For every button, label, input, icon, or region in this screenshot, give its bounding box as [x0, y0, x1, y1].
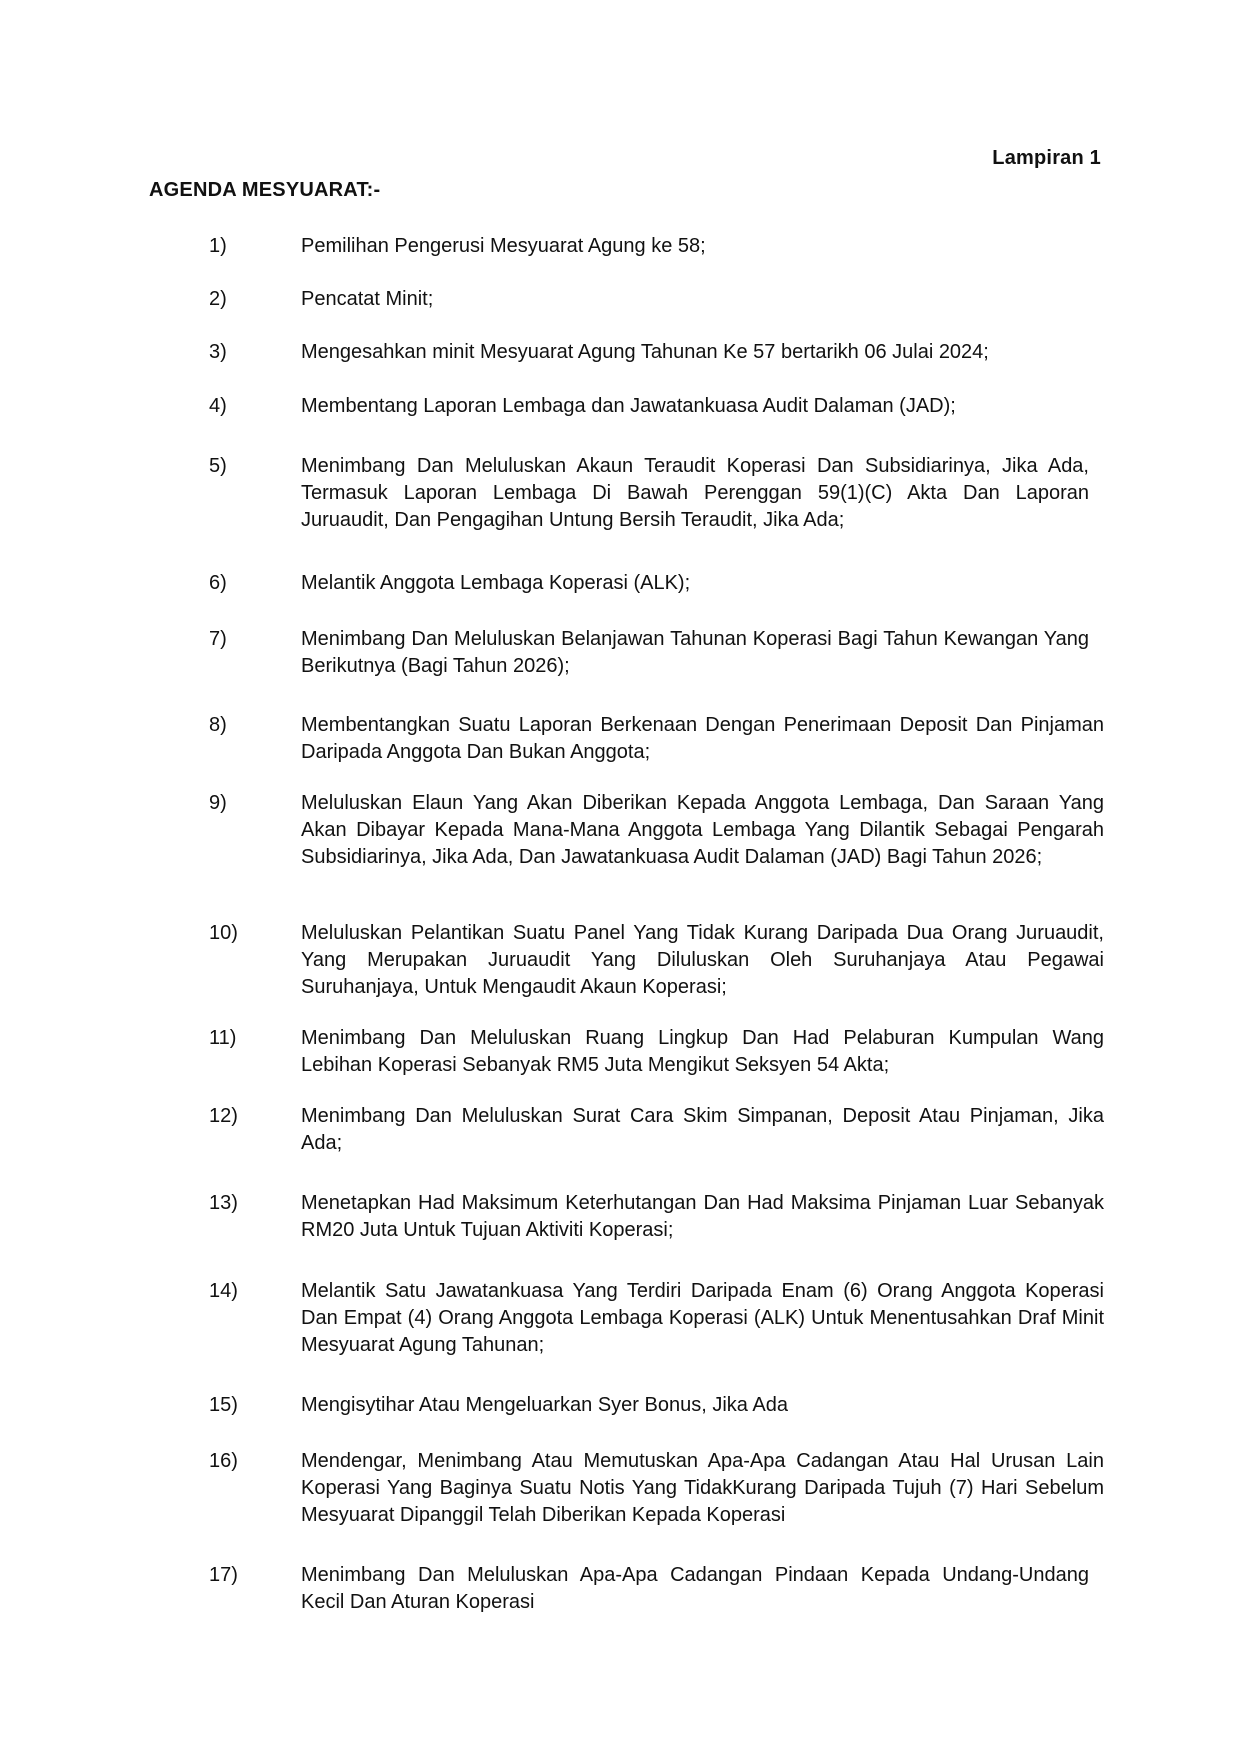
agenda-item-text: Menimbang Dan Meluluskan Akaun Teraudit Koperasi Dan Subsidiarinya, Jika Ada, Termasuk Laporan Lembaga Di Bawah Perenggan 59(1)(C) Akta Dan Laporan Juruaudit, Dan Pengagihan Untung Bersih Teraudit, Jika Ada;	[301, 455, 1089, 531]
agenda-item-number: 1)	[209, 235, 227, 257]
agenda-item-number: 13)	[209, 1192, 238, 1214]
agenda-item-number: 16)	[209, 1450, 238, 1472]
appendix-label: Lampiran 1	[992, 147, 1101, 169]
agenda-item-number: 7)	[209, 628, 227, 650]
agenda-item-text: Menimbang Dan Meluluskan Apa-Apa Cadangan Pindaan Kepada Undang-Undang Kecil Dan Aturan Koperasi	[301, 1564, 1089, 1613]
agenda-item-text: Mengisytihar Atau Mengeluarkan Syer Bonus, Jika Ada	[301, 1394, 788, 1416]
agenda-item-text: Menimbang Dan Meluluskan Ruang Lingkup Dan Had Pelaburan Kumpulan Wang Lebihan Koperasi Sebanyak RM5 Juta Mengikut Seksyen 54 Akta;	[301, 1027, 1104, 1076]
agenda-item-text: Menimbang Dan Meluluskan Surat Cara Skim Simpanan, Deposit Atau Pinjaman, Jika Ada;	[301, 1105, 1104, 1154]
agenda-item-number: 17)	[209, 1564, 238, 1586]
agenda-item-text: Membentang Laporan Lembaga dan Jawatankuasa Audit Dalaman (JAD);	[301, 395, 956, 417]
agenda-item-number: 11)	[209, 1027, 237, 1049]
agenda-item-text: Pemilihan Pengerusi Mesyuarat Agung ke 58;	[301, 235, 706, 257]
agenda-item-number: 14)	[209, 1280, 238, 1302]
agenda-item-text: Meluluskan Elaun Yang Akan Diberikan Kepada Anggota Lembaga, Dan Saraan Yang Akan Dibayar Kepada Mana-Mana Anggota Lembaga Yang Dilantik Sebagai Pengarah Subsidiarinya, Jika Ada, Dan Jawatankuasa Audit Dalaman (JAD) Bagi Tahun 2026;	[301, 792, 1104, 868]
agenda-item-text: Mendengar, Menimbang Atau Memutuskan Apa-Apa Cadangan Atau Hal Urusan Lain Koperasi Yang Baginya Suatu Notis Yang TidakKurang Daripada Tujuh (7) Hari Sebelum Mesyuarat Dipanggil Telah Diberikan Kepada Koperasi	[301, 1450, 1104, 1526]
agenda-item-number: 15)	[209, 1394, 238, 1416]
agenda-item-number: 3)	[209, 341, 227, 363]
agenda-item-text: Melantik Satu Jawatankuasa Yang Terdiri Daripada Enam (6) Orang Anggota Koperasi Dan Empat (4) Orang Anggota Lembaga Koperasi (ALK) Untuk Menentusahkan Draf Minit Mesyuarat Agung Tahunan;	[301, 1280, 1104, 1356]
agenda-title: AGENDA MESYUARAT:-	[149, 179, 381, 201]
agenda-item-number: 9)	[209, 792, 227, 814]
agenda-item-text: Membentangkan Suatu Laporan Berkenaan Dengan Penerimaan Deposit Dan Pinjaman Daripada Anggota Dan Bukan Anggota;	[301, 714, 1104, 763]
agenda-item-number: 10)	[209, 922, 238, 944]
agenda-item-number: 12)	[209, 1105, 238, 1127]
agenda-item-text: Pencatat Minit;	[301, 288, 434, 310]
agenda-item-text: Menetapkan Had Maksimum Keterhutangan Dan Had Maksima Pinjaman Luar Sebanyak RM20 Juta Untuk Tujuan Aktiviti Koperasi;	[301, 1192, 1104, 1241]
agenda-item-text: Melantik Anggota Lembaga Koperasi (ALK);	[301, 572, 691, 594]
agenda-item-number: 6)	[209, 572, 227, 594]
agenda-item-text: Meluluskan Pelantikan Suatu Panel Yang Tidak Kurang Daripada Dua Orang Juruaudit, Yang Merupakan Juruaudit Yang Diluluskan Oleh Suruhanjaya Atau Pegawai Suruhanjaya, Untuk Mengaudit Akaun Koperasi;	[301, 922, 1104, 998]
agenda-item-number: 8)	[209, 714, 227, 736]
agenda-item-text: Mengesahkan minit Mesyuarat Agung Tahunan Ke 57 bertarikh 06 Julai 2024;	[301, 341, 989, 363]
agenda-item-text: Menimbang Dan Meluluskan Belanjawan Tahunan Koperasi Bagi Tahun Kewangan Yang Berikutnya (Bagi Tahun 2026);	[301, 628, 1089, 677]
agenda-item-number: 2)	[209, 288, 227, 310]
agenda-item-number: 4)	[209, 395, 227, 417]
agenda-item-number: 5)	[209, 455, 227, 477]
